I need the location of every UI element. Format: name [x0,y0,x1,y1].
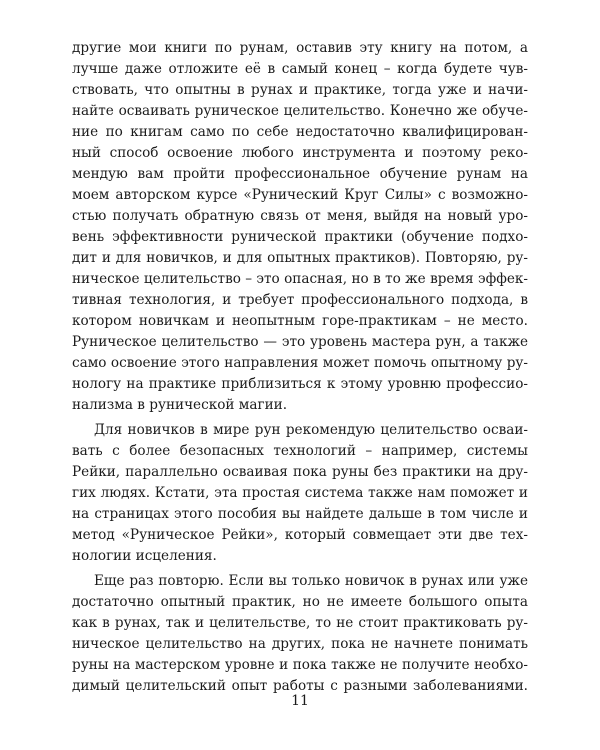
text-line: само освоение этого направления может помочь опытному ру- [72,355,528,371]
text-line: Руническое целительство — это уровень мастера рун, а также [72,334,528,350]
page-number: 11 [291,693,309,709]
text-line: ствовать, что опытны в рунах и практике, тогда уже и начи- [72,82,528,98]
text-line: руны на мастерском уровне и пока также не получите необхо- [72,657,528,673]
text-line: на страницах этого пособия вы найдете дальше в том числе и [72,506,528,522]
paragraph-1 [72,38,528,416]
body-text [72,38,528,697]
text-line: найте осваивать руническое целительство. Конечно же обуче- [72,103,528,119]
text-line: нологу на практике приблизиться к этому уровню профессио- [72,376,528,392]
paragraph-3 [72,571,528,697]
text-line: ническое целительство на других, пока не начнете понимать [72,636,528,652]
text-line: димый целительский опыт работы с разными заболеваниями. [72,678,528,694]
text-line: Для новичков в мире рун рекомендую целительство осваи- [94,422,528,438]
text-line: мендую вам пройти профессиональное обучение рунам на [72,166,528,182]
text-line: Рейки, параллельно осваивая пока руны без практики на дру- [72,464,528,480]
text-line: стью получать обратную связь от меня, выйдя на новый уро- [72,208,528,224]
text-line: нологии исцеления. [72,548,217,564]
text-line: ние по книгам само по себе недостаточно квалифицирован- [72,124,528,140]
text-line: ническое целительство – это опасная, но в то же время эффек- [72,271,528,287]
text-line: дит и для новичков, и для опытных практиков). Повторяю, ру- [72,250,528,266]
text-line: вать с более безопасных технологий – например, системы [72,443,528,459]
text-line: достаточно опытный практик, но не имеете большого опыта [72,594,528,610]
text-line: метод «Руническое Рейки», который совмещает эти две тех- [72,527,528,543]
text-line: нализма в рунической магии. [72,397,288,413]
text-line: ный способ освоение любого инструмента и поэтому реко- [72,145,528,161]
text-line: тивная технология, и требует профессионального подхода, в [72,292,528,308]
text-line: как в рунах, так и целительстве, то не стоит практиковать ру- [72,615,528,631]
text-line: гих людях. Кстати, эта простая система также нам поможет и [72,485,528,501]
paragraph-2 [72,420,528,567]
text-line: моем авторском курсе «Рунический Круг Силы» с возможно- [72,187,528,203]
text-line: лучше даже отложите её в самый конец – когда будете чув- [72,61,528,77]
text-line: Еще раз повторю. Если вы только новичок в рунах или уже [94,573,528,589]
text-line: вень эффективности рунической практики (обучение подхо- [72,229,528,245]
text-line: котором новичкам и неопытным горе-практикам – не место. [72,313,528,329]
text-line: другие мои книги по рунам, оставив эту книгу на потом, а [72,40,528,56]
